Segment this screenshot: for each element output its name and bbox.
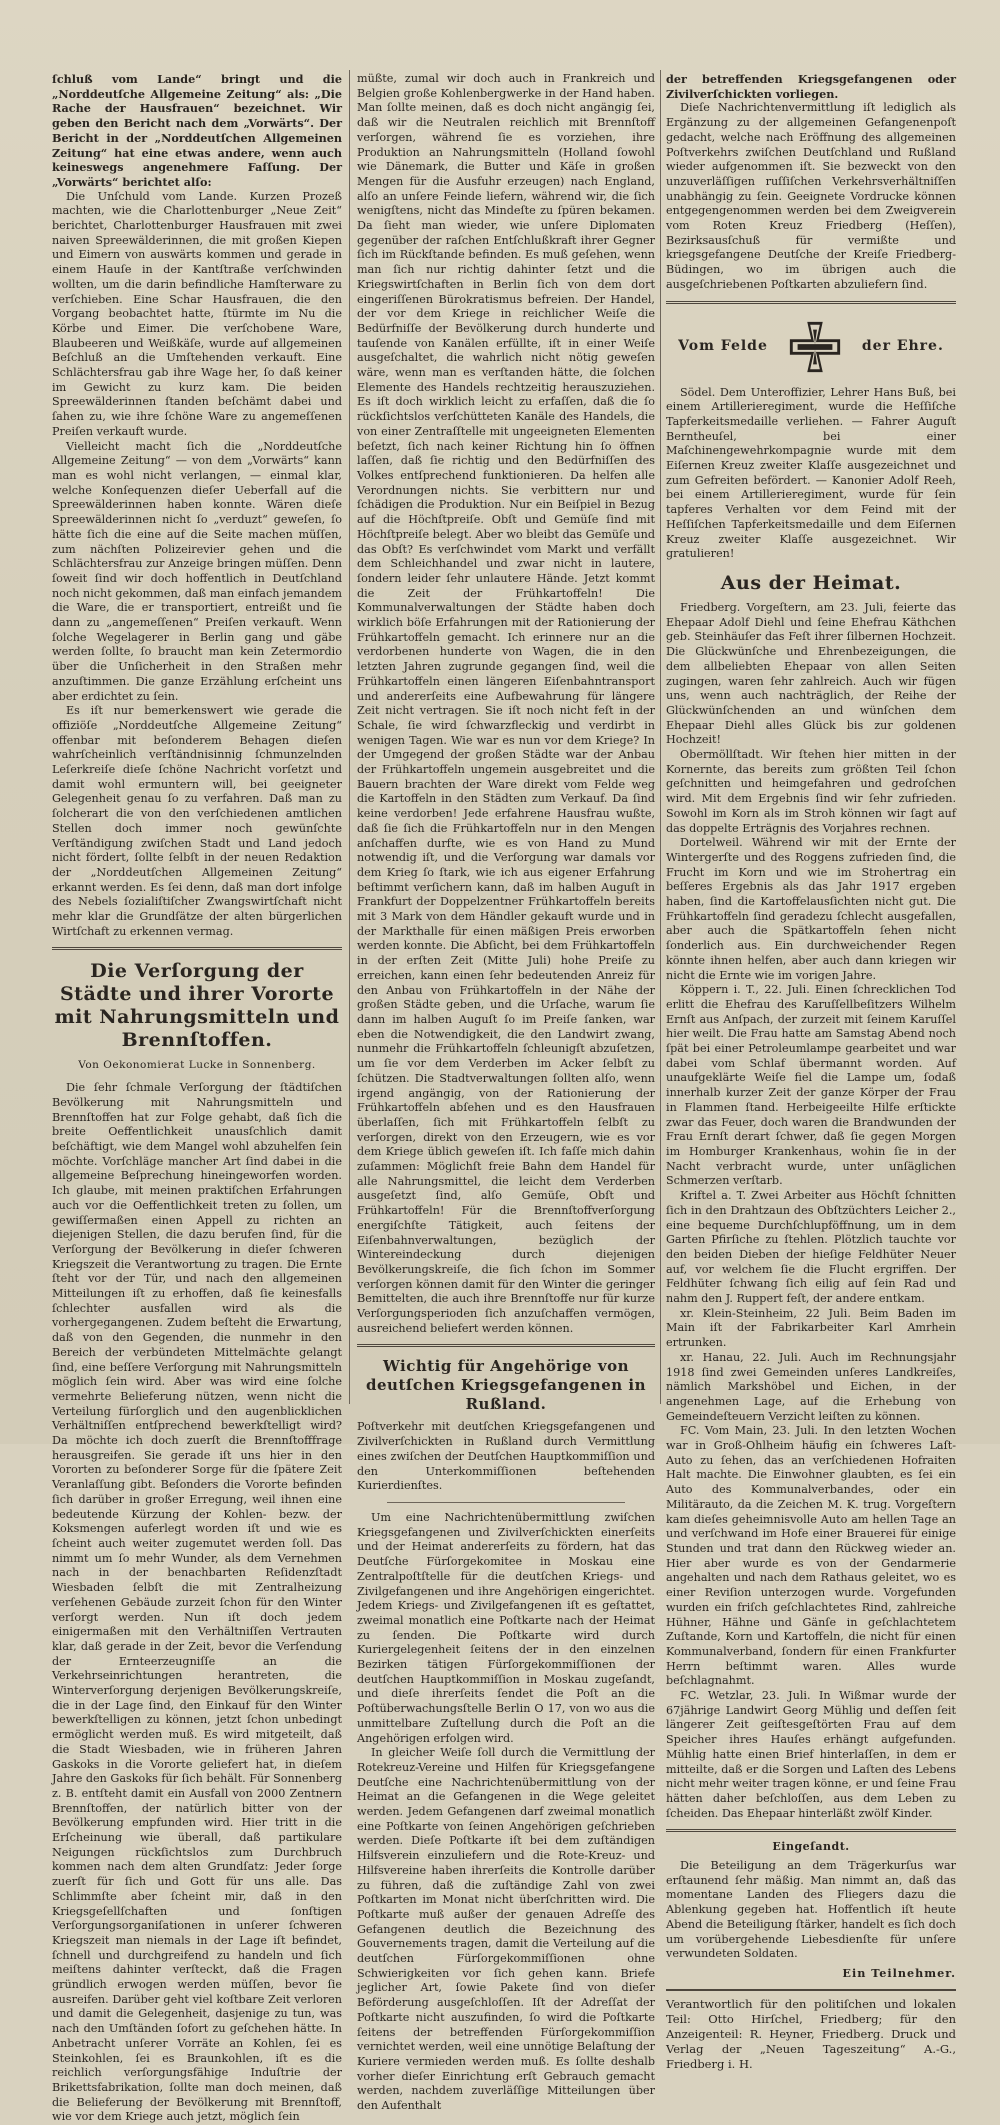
article-paragraph: ſchluß vom Lande“ bringt und die „Norddeutſche Allgemeine Zeitung“ als: „Die Rache der Hausfrauen“ bezeichnet. Wir geben den Bericht nach dem „Vorwärts“. Der Bericht in der „Norddeutſchen Allgemeinen Zeitung“ hat eine etwas andere, wenn auch keineswegs angenehmere Faſſung. Der „Vorwärts“ berichtet alſo:	[52, 72, 342, 189]
section-heading-heimat: Aus der Heimat.	[720, 571, 902, 594]
column-rule	[349, 70, 350, 1404]
column-rule	[660, 70, 661, 1404]
article-paragraph: Södel. Dem Unteroffizier, Lehrer Hans Buß, bei einem Artillerieregiment, wurde die Heſſiſche Tapferkeitsmedaille verliehen. — Fahrer Auguſt Berntheuſel, bei einer Maſchinengewehrkompagnie wurde mit dem Eiſernen Kreuz zweiter Klaſſe ausgezeichnet und zum Gefreiten befördert. — Kanonier Adolf Reeh, bei einem Artillerieregiment, wurde für ſein tapferes Verhalten vor dem Feind mit der Heſſiſchen Tapferkeitsmedaille und dem Eiſernen Kreuz zweiter Klaſſe ausgezeichnet. Wir gratulieren!	[666, 385, 956, 561]
section-heading-eingesandt: Eingeſandt.	[772, 1840, 850, 1854]
article-headline: Wichtig für Angehörige von deutſchen Kriegsgefangenen in Rußland.	[366, 1357, 646, 1414]
column-3	[666, 72, 956, 2071]
column-1	[52, 72, 343, 2124]
local-news-item: Köppern i. T., 22. Juli. Einen ſchrecklichen Tod erlitt die Ehefrau des Karuſſellbeſitzers Wilhelm Ernſt aus Anſpach, der zurzeit mit ſeinem Karuſſel hier weilt. Die Frau hatte am Samstag Abend noch ſpät bei einer Petroleumlampe gearbeitet und war dabei vom Schlaf übermannt worden. Auf unaufgeklärte Weiſe fiel die Lampe um, ſodaß innerhalb kurzer Zeit der ganze Körper der Frau in Flammen ſtand. Herbeigeeilte Hilfe erſtickte zwar das Feuer, doch waren die Brandwunden der Frau Ernſt derart ſchwer, daß ſie gegen Morgen im Homburger Krankenhaus, wohin ſie in der Nacht verbracht wurde, unter unſäglichen Schmerzen verſtarb.	[666, 983, 956, 1188]
letter-signature: Ein Teilnehmer.	[842, 1965, 956, 1980]
separator	[387, 1502, 625, 1503]
local-news-item: Obermöllſtadt. Wir ſtehen hier mitten in der Kornernte, das bereits zum größten Teil ſchon geſchnitten und heimgefahren und gedroſchen wird. Mit dem Ergebnis ſind wir ſehr zufrieden. Sowohl im Korn als im Stroh können wir ſagt auf das doppelte Erträgnis des Vorjahres rechnen.	[666, 748, 956, 835]
letter-paragraph: Die Beteiligung an dem Trägerkurſus war erſtaunend ſehr mäßig. Man nimmt an, daß das momentane Landen des Fliegers dazu die Ablenkung gegeben hat. Hoffentlich iſt heute Abend die Beteiligung ſtärker, handelt es ſich doch um vorübergehende Liebesdienſte für unſere verwundeten Soldaten.	[666, 1859, 956, 1961]
article-paragraph: Vielleicht macht ſich die „Norddeutſche Allgemeine Zeitung“ — von dem „Vorwärts“ kann man es wohl nicht verlangen, — einmal klar, welche Konſequenzen dieſer Ueberfall auf die Spreewälderinnen haben konnte. Wären dieſe Spreewälderinnen nicht ſo „verduzt“ geweſen, ſo hätte ſich die eine auf die Seite machen müſſen, zum nächſten Polizeirevier gehen und die Schlächtersfrau zur Anzeige bringen müſſen. Denn ſoweit ſind wir doch hoffentlich in Deutſchland noch nicht gekommen, daß man einfach jemandem die Ware, die er transportiert, entreißt und ſie dann zu „angemeſſenen“ Preiſen verkauft. Wenn ſolche Wegelagerer in Berlin gang und gäbe werden ſollte, ſo braucht man kein Zetermordio über die Unſicherheit in den Straßen mehr anzuſtimmen. Die ganze Erzählung erſcheint uns aber erdichtet zu ſein.	[52, 439, 342, 703]
local-news-item: Kriftel a. T. Zwei Arbeiter aus Höchſt ſchnitten ſich in den Drahtzaun des Obſtzüchters Leicher 2., eine bequeme Durchſchlupföffnung, um in dem Garten Pfirſiche zu ſtehlen. Plötzlich tauchte vor den beiden Dieben der hieſige Feldhüter Neuer auf, vor welchem ſie die Flucht ergriffen. Der Feldhüter ſchwang ſich eilig auf ſein Rad und nahm den J. Ruppert feſt, der andere entkam.	[666, 1189, 956, 1306]
iron-cross-icon	[786, 318, 844, 376]
column-2	[357, 72, 655, 2113]
local-news-item: xr. Klein-Steinheim, 22 Juli. Beim Baden im Main iſt der Fabrikarbeiter Karl Amrhein ertrunken.	[666, 1306, 956, 1350]
section-heading-right: der Ehre.	[861, 338, 944, 355]
local-news-item: Friedberg. Vorgeſtern, am 23. Juli, feierte das Ehepaar Adolf Diehl und ſeine Ehefrau Käthchen geb. Steinhäuſer das Feſt ihrer ſilbernen Hochzeit. Die Glückwünſche und Ehrenbezeigungen, die dem allbeliebten Ehepaar von allen Seiten zugingen, waren ſehr zahlreich. Auch wir fügen uns, wenn auch nachträglich, der Reihe der Glückwünſchenden an und wünſchen dem Ehepaar Diehl alles Glück bis zur goldenen Hochzeit!	[666, 600, 956, 747]
local-news-item: xr. Hanau, 22. Juli. Auch im Rechnungsjahr 1918 ſind zwei Gemeinden unſeres Landkreiſes, nämlich Markshöbel und Eichen, in der angenehmen Lage, auf die Erhebung von Gemeindeſteuern Verzicht leiſten zu können.	[666, 1350, 956, 1423]
section-divider	[357, 1344, 655, 1347]
article-paragraph: Um eine Nachrichtenübermittlung zwiſchen Kriegsgefangenen und Zivilverſchickten einerſeits und der Heimat andererſeits zu fördern, hat das Deutſche Fürſorgekomitee in Moskau eine Zentralpoſtſtelle für die deutſchen Kriegs- und Zivilgefangenen und ihre Angehörigen eingerichtet. Jedem Kriegs- und Zivilgefangenen iſt es geſtattet, zweimal monatlich eine Poſtkarte nach der Heimat zu ſenden. Die Poſtkarte wird durch Kuriergelegenheit ſeitens der in den einzelnen Bezirken tätigen Fürſorgekommiſſionen der deutſchen Hauptkommiſſion in Moskau zugeſandt, und dieſe ihrerſeits ſendet die Poſt an die Poſtüberwachungsſtelle Berlin O 17, von wo aus die unmittelbare Zuſtellung durch die Poſt an die Angehörigen erfolgen wird.	[357, 1510, 655, 1745]
article-paragraph: Die Unſchuld vom Lande. Kurzen Prozeß machten, wie die Charlottenburger „Neue Zeit“ berichtet, Charlottenburger Hausfrauen mit zwei naiven Spreewälderinnen, die mit großen Kiepen und Eimern von auswärts kommen und gerade in einem Hauſe in der Kantſtraße verſchwinden wollten, um die darin befindliche Hamſterware zu verſchieben. Eine Schar Hausfrauen, die den Vorgang beobachtet hatte, ſtürmte im Nu die Körbe und Eimer. Die verſchobene Ware, Blaubeeren und Weißkäſe, wurde auf allgemeinen Beſchluß an die Umſtehenden verkauft. Eine Schlächtersfrau gab ihre Wage her, ſo daß keiner im Gewicht zu kurz kam. Die beiden Spreewälderinnen ſtanden beſchämt dabei und ſahen zu, wie ihre ſchöne Ware zu angemeſſenen Preiſen verkauft wurde.	[52, 189, 342, 438]
article-headline: Die Verſorgung der Städte und ihrer Vororte mit Nahrungsmitteln und Brennſtoffen.	[54, 960, 340, 1052]
article-paragraph: Es iſt nur bemerkenswert wie gerade die offiziöſe „Norddeutſche Allgemeine Zeitung“ offenbar mit beſonderem Behagen dieſen wahrſcheinlich verſtändnisinnig ſchmunzelnden Leſerkreiſe dieſe ſchöne Nachricht vorſetzt und damit wohl ermuntern will, bei geeigneter Gelegenheit genau ſo zu verfahren. Daß man zu ſolcherart die von den verſchiedenen amtlichen Stellen doch immer noch gewünſchte Verſtändigung zwiſchen Stadt und Land jedoch nicht fördert, ſollte ſelbſt in der neuen Redaktion der „Norddeutſchen Allgemeinen Zeitung“ erkannt werden. Es ſei denn, daß man dort infolge des Nebels ſozialiſtiſcher Zwangswirtſchaft nicht mehr klar die Grundſätze der alten bürgerlichen Wirtſchaft zu erkennen vermag.	[52, 704, 342, 938]
impressum	[666, 1989, 956, 2072]
article-lead: Poſtverkehr mit deutſchen Kriegsgefangenen und Zivilverſchickten in Rußland durch Vermittlung eines zwiſchen der Deutſchen Hauptkommiſſion und den Unterkommiſſionen beſtehenden Kurierdienſtes.	[357, 1420, 655, 1493]
local-news-item: FC. Wetzlar, 23. Juli. In Wißmar wurde der 67jährige Landwirt Georg Mühlig und deſſen ſeit längerer Zeit geiſtesgeſtörten Frau auf dem Speicher ihres Hauſes erhängt aufgefunden. Mühlig hatte einen Brief hinterlaſſen, in dem er mitteilte, daß er die Sorgen und Laſten des Lebens nicht mehr weiter tragen könne, er und ſeine Frau hätten daher beſchloſſen, aus dem Leben zu ſcheiden. Das Ehepaar hinterläßt zwölf Kinder.	[666, 1689, 956, 1820]
article-paragraph: müßte, zumal wir doch auch in Frankreich und Belgien große Kohlenbergwerke in der Hand haben. Man ſollte meinen, daß es doch nicht angängig ſei, daß wir die Neutralen reichlich mit Brennſtoff verſorgen, während ſie es vorziehen, ihre Produktion an Nahrungsmitteln (Holland ſowohl wie Dänemark, die Butter und Käſe in großen Mengen für die Ausfuhr erzeugen) nach England, alſo an unſere Feinde liefern, während wir, die ſich wenigſtens, nicht das Mindeſte zu ſpüren bekamen. Da ſieht man wieder, wie unſere Diplomaten gegenüber der raſchen Entſchlußkraft ihrer Gegner ſich im Rückſtande befinden. Es muß geſehen, wenn man ſich nur richtig dahinter ſetzt und die Kriegswirtſchaften in Berlin ſich von dem dort eingeriſſenen Bürokratismus befreien. Der Handel, der vor dem Kriege in reichlicher Weiſe die Bedürfniſſe der Bevölkerung durch hunderte und tauſende von Kanälen erfüllte, iſt in einer Weiſe ausgeſchaltet, die wahrlich nicht nötig geweſen wäre, wenn man es verſtanden hätte, die ſolchen Elemente des Handels rechtzeitig herauszuziehen. Es iſt doch wirklich leicht zu erfaſſen, daß die ſo rückſichtslos verſchütteten Kanäle des Handels, die von einer Zentraſſtelle mit ungeeigneten Elementen beſetzt, ſich nach keiner Richtung hin ſo öffnen laſſen, daß ſie richtig und den Bedürfniſſen des Volkes entſprechend funktionieren. Da helfen alle Verordnungen nichts. Sie verbittern nur und ſchädigen die Produktion. Nur ein Beiſpiel in Bezug auf die Höchſtpreiſe. Obſt und Gemüſe ſind mit Höchſtpreiſe belegt. Aber wo bleibt das Gemüſe und das Obſt? Es verſchwindet vom Markt und verfällt dem Schleichhandel und zwar nicht in lautere, ſondern leider ſehr unlautere Hände. Jetzt kommt die Zeit der Frühkartoffeln! Die Kommunalverwaltungen der Städte haben doch wirklich böſe Erfahrungen mit der Rationierung der Frühkartoffeln gemacht. Ich erinnere nur an die verdorbenen hunderte von Wagen, die in den letzten Jahren zugrunde gegangen ſind, weil die Frühkartoffeln einen längeren Eiſenbahntransport und andererſeits eine Aufbewahrung für längere Zeit nicht vertragen. Sie iſt noch nicht feſt in der Schale, ſie wird ſchwarzfleckig und verdirbt in wenigen Tagen. Wie war es nun vor dem Kriege? In der Umgegend der großen Städte war der Anbau der Frühkartoffeln ungemein ausgebreitet und die Bauern brachten der Ware direkt vom Felde weg die Kartoffeln in den Städten zum Verkauf. Da ſind keine verdorben! Jede erfahrene Hausfrau wußte, daß ſie ſich die Frühkartoffeln nur in den Mengen anſchaffen durfte, wie es von Hand zu Mund notwendig iſt, und die Verſorgung war damals vor dem Krieg ſo ſtark, wie ich aus eigener Erfahrung beſtimmt verſichern kann, daß im halben Auguſt in Frankfurt der Doppelzentner Frühkartoffeln bereits mit 3 Mark von dem Händler gekauft wurde und in der Markthalle für einen mäßigen Preis erworben werden konnte. Die Abſicht, bei dem Frühkartoffeln in der erſten Zeit (Mitte Juli) hohe Preiſe zu erreichen, kann einen ſehr bedeutenden Anreiz für den Anbau von Frühkartoffeln in der Nähe der großen Städte geben, und die Urſache, warum ſie dann im halben Auguſt ſo im Preiſe ſanken, war eben die Notwendigkeit, die den Landwirt zwang, nunmehr die Frühkartoffeln ſchleunigſt abzuſetzen, um ſie vor dem Verderben im Acker ſelbſt zu ſchützen. Die Stadtverwaltungen ſollten alſo, wenn irgend angängig, von der Rationierung der Frühkartoffeln abſehen und es den Hausfrauen überlaſſen, ſich mit Frühkartoffeln ſelbſt zu verſorgen, direkt von den Erzeugern, wie es vor dem Kriege üblich geweſen iſt. Ich faſſe mich dahin zuſammen: Möglichſt freie Bahn dem Handel für alle Nahrungsmittel, die leicht dem Verderben ausgeſetzt ſind, alſo Gemüſe, Obſt und Frühkartoffeln! Für die Brennſtoffverſorgung energiſchſte Tätigkeit, auch ſeitens der Eiſenbahnverwaltungen, bezüglich der Wintereindeckung durch diejenigen Bevölkerungskreiſe, die ſich ſchon im Sommer verſorgen können damit für den Winter die geringer Bemittelten, die auch ihre Brennſtoffe nur für kurze Verſorgungsperioden ſich anzuſchaffen vermögen, ausreichend beliefert werden können.	[357, 72, 655, 1335]
section-heading-feld-der-ehre	[666, 318, 956, 376]
section-divider	[666, 1829, 956, 1832]
local-news-item: Dortelweil. Während wir mit der Ernte der Wintergerſte und des Roggens zufrieden ſind, die Frucht im Korn und wie im Strohertrag ein beſſeres Ergebnis als das Jahr 1917 ergeben haben, ſind die Kartoffelausſichten nicht gut. Die Frühkartoffeln ſind geradezu ſchlecht ausgefallen, aber auch die Spätkartoffeln ſehen nicht ſonderlich aus. Ein durchweichender Regen könnte ihnen helfen, aber auch dann kriegen wir nicht die Ernte wie im vorigen Jahre.	[666, 836, 956, 982]
article-paragraph: Dieſe Nachrichtenvermittlung iſt lediglich als Ergänzung zu der allgemeinen Gefangenenpoſt gedacht, welche nach Eröffnung des allgemeinen Poſtverkehrs zwiſchen Deutſchland und Rußland wieder aufgenommen iſt. Sie bezweckt von den unzuverläſſigen ruſſiſchen Verkehrsverhältniſſen unabhängig zu ſein. Geeignete Vordrucke können entgegengenommen werden bei dem Zweigverein vom Roten Kreuz Friedberg (Heſſen), Bezirksausſchuß für vermißte und kriegsgefangene Deutſche der Kreiſe Friedberg-Büdingen, wo im übrigen auch die ausgeſchriebenen Poſtkarten abzuliefern ſind.	[666, 101, 956, 291]
article-paragraph: Die ſehr ſchmale Verſorgung der ſtädtiſchen Bevölkerung mit Nahrungsmitteln und Brennſtoffen hat zur Folge gehabt, daß ſich die breite Oeffentlichkeit unausſchlich damit beſchäftigt, wie dem Mangel wohl abzuhelfen ſein möchte. Vorſchläge mancher Art ſind dabei in die allgemeine Beſprechung hineingeworfen worden. Ich glaube, mit meinen praktiſchen Erfahrungen auch vor die Oeffentlichkeit treten zu ſollen, um gewiſſermaßen einen Appell zu richten an diejenigen Stellen, die dazu berufen ſind, für die Verſorgung der Bevölkerung in dieſer ſchweren Kriegszeit die Verantwortung zu tragen. Die Ernte ſteht vor der Tür, und nach den allgemeinen Mitteilungen iſt zu erhoffen, daß ſie keinesfalls ſchlechter ausfallen wird als die vorhergegangenen. Zudem beſteht die Erwartung, daß von den Gegenden, die nunmehr in den Bereich der verbündeten Mittelmächte gelangt ſind, eine beſſere Verſorgung mit Nahrungsmitteln möglich ſein wird. Aber was wird eine ſolche vermehrte Belieferung nützen, wenn nicht die Verteilung fürſorglich und den augenblicklichen Verhältniſſen entſprechend bewerkſtelligt wird? Da möchte ich doch zuerſt die Brennſtofffrage herausgreifen. Sie gerade iſt uns hier in den Vororten zu beſonderer Sorge für die ſpätere Zeit Veranlaſſung gibt. Beſonders die Vororte befinden ſich darüber in großer Erregung, weil ihnen eine bedeutende Kürzung der Kohlen- bezw. der Koksmengen auferlegt worden iſt und wie es ſcheint auch weiter zugemutet werden ſoll. Das nimmt um ſo mehr Wunder, als dem Vernehmen nach in der benachbarten Reſidenzſtadt Wiesbaden ſelbſt die mit Zentralheizung verſehenen Gebäude zurzeit ſchon für den Winter verſorgt werden. Nun iſt doch jedem einigermaßen mit den Verhältniſſen Vertrauten klar, daß gerade in der Zeit, bevor die Verſendung der Ernteerzeugniſſe an die Verkehrseinrichtungen herantreten, die Winterverſorgung derjenigen Bevölkerungskreiſe, die in der Lage ſind, den Einkauf für den Winter bewerkſtelligen zu können, jetzt ſchon unbedingt ermöglicht werden muß. Es wird mitgeteilt, daß die Stadt Wiesbaden, wie in früheren Jahren Gaskoks in die Vororte geliefert hat, in dieſem Jahre den Gaskoks für ſich behält. Für Sonnenberg z. B. entſteht damit ein Ausfall von 2000 Zentnern Brennſtoffen, der natürlich bitter von der Bevölkerung empfunden wird. Hier tritt in die Erſcheinung wie überall, daß partikulare Neigungen rückſichtslos zum Durchbruch kommen nach dem alten Grundſatz: Jeder ſorge zuerſt für ſich und Gott für uns alle. Das Schlimmſte aber ſcheint mir, daß in den Kriegsgeſellſchaften und ſonſtigen Verſorgungsorganiſationen in unſerer ſchweren Kriegszeit man niemals in der Lage iſt befindet, ſchnell und durchgreifend zu handeln und ſich meiſtens dahinter verſteckt, daß die Fragen gründlich erwogen werden müſſen, bevor ſie ausreifen. Darüber geht viel koſtbare Zeit verloren und damit die Gelegenheit, dasjenige zu tun, was nach den Umſtänden ſofort zu geſchehen hätte. In Anbetracht unſerer Vorräte an Kohlen, ſei es Steinkohlen, ſei es Braunkohlen, iſt es die reichlich verſorgungsfähige Induſtrie der Brikettsfabrikation, ſollte man doch meinen, daß die Belieferung der Bevölkerung mit Brennſtoff, wie vor dem Kriege auch jetzt, möglich ſein	[52, 1081, 343, 2124]
section-divider	[52, 947, 342, 950]
section-heading-left: Vom Felde	[678, 338, 768, 355]
article-paragraph: der betreffenden Kriegsgefangenen oder Zivilverſchickten vorliegen.	[666, 72, 956, 101]
local-news-item: FC. Vom Main, 23. Juli. In den letzten Wochen war in Groß-Ohlheim häufig ein ſchweres Laſt-Auto zu ſehen, das an verſchiedenen Hofraiten Halt machte. Die Einwohner glaubten, es ſei ein Auto des Kommunalverbandes, oder ein Militärauto, da die Zeichen M. K. trug. Vorgeſtern kam dieſes geheimnisvolle Auto am hellen Tage an und verſchwand im Hofe einer Brauerei für einige Stunden und trat dann den Rückweg wieder an. Hier aber wurde es von der Gendarmerie angehalten und nach dem Rathaus geleitet, wo es einer Reviſion unterzogen wurde. Vorgefunden wurden ein friſch geſchlachtetes Rind, zahlreiche Hühner, Hähne und Gänſe in geſchlachtetem Zuſtande, Korn und Kartoffeln, die nicht für einen Kommunalverband, ſondern für einen Frankfurter Herrn beſtimmt waren. Alles wurde beſchlagnahmt.	[666, 1424, 956, 1688]
byline: Von Oekonomierat Lucke in Sonnenberg.	[78, 1059, 316, 1072]
impressum-text: Verantwortlich für den politiſchen und lokalen Teil: Otto Hirſchel, Friedberg; für den Anzeigenteil: R. Heyner, Friedberg. Druck und Verlag der „Neuen Tageszeitung“ A.-G., Friedberg i. H.	[666, 1996, 956, 2071]
article-paragraph: In gleicher Weiſe ſoll durch die Vermittlung der Rotekreuz-Vereine und Hilfen für Kriegsgefangene Deutſche eine Nachrichtenübermittlung von der Heimat an die Gefangenen in die Wege geleitet werden. Jedem Gefangenen darf zweimal monatlich eine Poſtkarte von ſeinen Angehörigen geſchrieben werden. Dieſe Poſtkarte iſt bei dem zuſtändigen Hilfsverein einzuliefern und die Rote-Kreuz- und Hilfsvereine haben ihrerſeits die Kontrolle darüber zu führen, daß die zuſtändige Zahl von zwei Poſtkarten im Monat nicht überſchritten wird. Die Poſtkarte muß außer der genauen Adreſſe des Gefangenen deutlich die Bezeichnung des Gouvernements tragen, damit die Verteilung auf die deutſchen Fürſorgekommiſſionen ohne Schwierigkeiten vor ſich gehen kann. Briefe jeglicher Art, ſowie Pakete ſind von dieſer Beförderung ausgeſchloſſen. Iſt der Adreſſat der Poſtkarte nicht auszufinden, ſo wird die Poſtkarte ſeitens der betreffenden Fürſorgekommiſſion vernichtet werden, weil eine unnötige Belaſtung der Kuriere vermieden werden muß. Es ſollte deshalb vorher dieſer Einrichtung erſt Gebrauch gemacht werden, nachdem zuverläſſige Mitteilungen über den Aufenthalt	[357, 1746, 655, 2113]
section-divider	[666, 301, 956, 304]
